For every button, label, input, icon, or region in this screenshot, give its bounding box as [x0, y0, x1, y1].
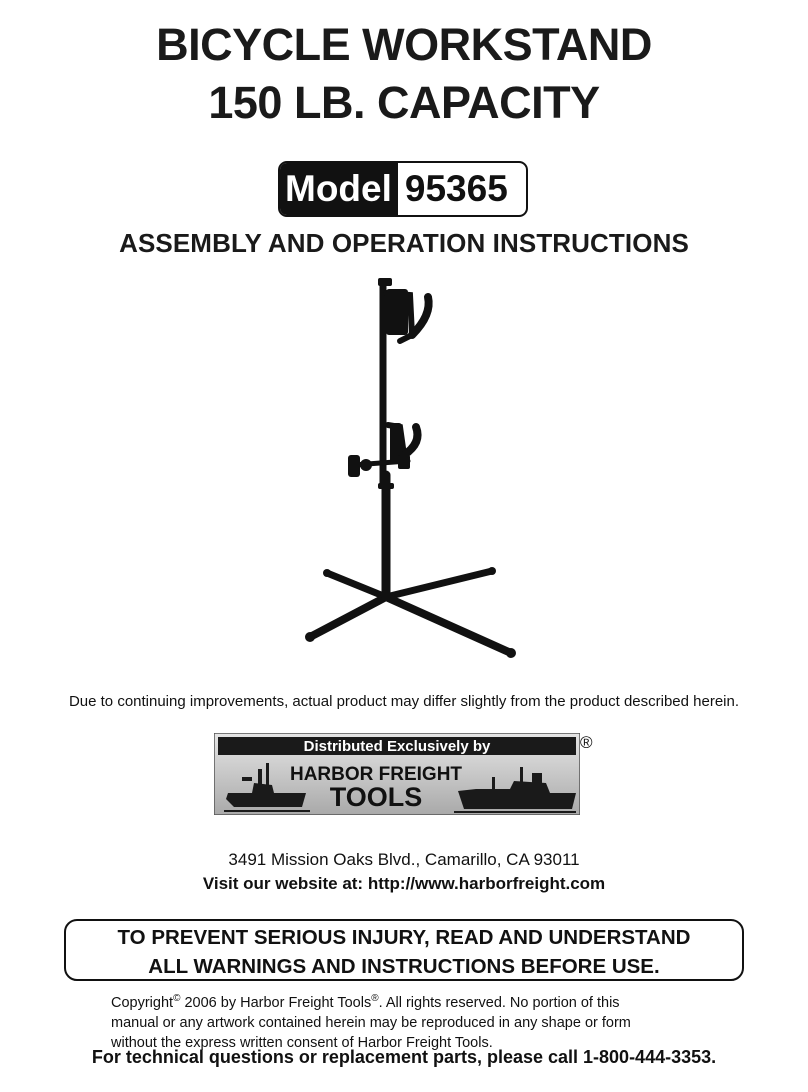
title-line-1: BICYCLE WORKSTAND	[156, 19, 652, 70]
brand-line-2: TOOLS	[329, 782, 423, 812]
copyright-line-3: without the express written consent of Harbor Freight Tools.	[111, 1034, 493, 1051]
warning-line-2: ALL WARNINGS AND INSTRUCTIONS BEFORE USE.	[148, 955, 660, 978]
model-badge	[278, 161, 528, 217]
copyright-word: Copyright	[111, 994, 174, 1011]
copyright-notice	[111, 989, 711, 1053]
registered-mark: ®	[580, 733, 593, 752]
copyright-holder: 2006 by Harbor Freight Tools	[180, 994, 372, 1011]
copyright-mark: ©	[173, 993, 181, 1004]
copyright-line-1-rest: . All rights reserved. No portion of this	[378, 994, 620, 1011]
distributor-banner: Distributed Exclusively by	[303, 738, 491, 755]
copyright-reg-mark: ®	[371, 993, 379, 1004]
tech-support-line: For technical questions or replacement parts, please call 1-800-444-3353.	[91, 1047, 717, 1067]
company-address: 3491 Mission Oaks Blvd., Camarillo, CA 93011	[228, 850, 580, 869]
harbor-freight-logo	[214, 733, 580, 815]
product-disclaimer: Due to continuing improvements, actual product may differ slightly from the product described herein.	[68, 693, 740, 710]
bicycle-workstand-image	[300, 275, 522, 665]
safety-warning-box	[64, 919, 744, 981]
copyright-line-2: manual or any artwork contained herein may be reproduced in any shape or form	[111, 1014, 631, 1031]
model-number: 95365	[404, 168, 508, 209]
title-line-2: 150 LB. CAPACITY	[208, 77, 600, 128]
website-link[interactable]: Visit our website at: http://www.harborfreight.com	[202, 874, 606, 893]
model-label: Model	[280, 163, 398, 215]
warning-line-1: TO PREVENT SERIOUS INJURY, READ AND UNDERSTAND	[117, 926, 691, 949]
brand-line-1: HARBOR FREIGHT	[289, 764, 463, 785]
document-subtitle: ASSEMBLY AND OPERATION INSTRUCTIONS	[119, 228, 689, 258]
